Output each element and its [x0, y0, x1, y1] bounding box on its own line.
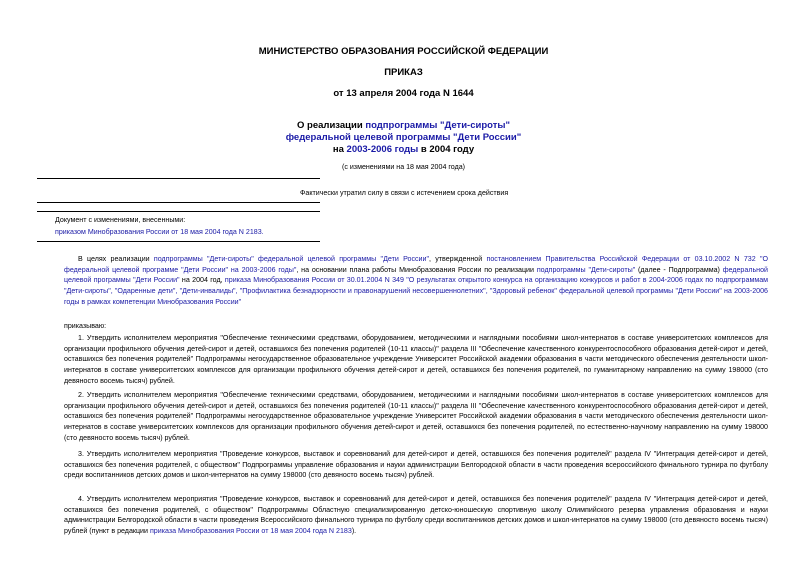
preamble-text: на 2004 год, [179, 276, 225, 285]
order-item-2: 2. Утвердить исполнителем мероприятия "Обеспечение техническими средствами, оборудованием, методическими и наглядными пособиями школ-интернатов в составе университетских комплексов для организации профильного обучения детей-сирот и детей, оставшихся без попечения родителей (10-11 классы)" раздела III "Обеспечение качественного конкурентоспособного образования детей-сирот и детей, оставшихся без попечения родителей" Подпрограммы негосударственное образовательное учреждение Университет Российской академии образования в части методического обеспечения деятельности школ-интернатов в составе университетских комплексов для организации профильного обучения детей-сирот и детей, оставшихся без попечения родителей, по естественно-научному направлению на сумму 198000 (сто девяносто восемь тысяч) рублей. [64, 391, 768, 442]
divider [37, 202, 320, 203]
preamble-paragraph [64, 254, 768, 308]
subprogram-link[interactable]: подпрограммы "Дети-сироты" [365, 120, 510, 131]
changes-label: Документ с изменениями, внесенными: [55, 216, 186, 224]
ministry-heading: МИНИСТЕРСТВО ОБРАЗОВАНИЯ РОССИЙСКОЙ ФЕДЕРАЦИИ [258, 46, 549, 57]
item4-text: 4. Утвердить исполнителем мероприятия "Проведение конкурсов, выставок и соревнований для детей-сирот и детей, оставшихся без попечения родителей" раздела IV "Интеграция детей-сирот и детей, оставшихся без попечения родителей, с обществом" Подпрограммы Областную специализированную детско-юношескую спортивную школу Олимпийского резерва управления образования и науки администрации Белгородской области в части проведения Всероссийского финального турнира по футболу среди воспитанников детских домов и школ-интернатов на сумму 198000 (сто девяносто восемь тысяч) рублей (пункт в редакции [64, 495, 768, 536]
order-item-3: 3. Утвердить исполнителем мероприятия "Проведение конкурсов, выставок и соревнований для детей-сирот и детей, оставшихся без попечения родителей" раздела IV "Интеграция детей-сирот и детей, оставшихся без попечения родителей, с обществом" Подпрограммы управление образования и науки администрации Белгородской области в части проведения всероссийского финального турнира по футболу среди воспитанников детских домов и школ-интернатов на сумму 198000 (сто девяносто восемь тысяч) рублей. [64, 450, 768, 480]
preamble-text: (далее - Подпрограмма) [635, 265, 723, 274]
doc-type-heading: ПРИКАЗ [384, 67, 423, 78]
title-line3-suffix: в 2004 году [418, 144, 475, 155]
title-line-3 [0, 144, 807, 156]
date-line: от 13 апреля 2004 года N 1644 [333, 88, 474, 99]
order-word: приказываю: [64, 322, 107, 330]
title-line3-prefix: на [332, 144, 347, 155]
divider [37, 241, 320, 242]
order-item-4 [64, 494, 768, 537]
status-note: Фактически утратил силу в связи с истечением срока действия [300, 189, 509, 197]
amending-order-link[interactable]: приказом Минобразования России от 18 мая 2004 года N 2183. [55, 228, 264, 236]
government-decree-link[interactable]: постановлением Правительства Российской Федерации от 03.10.2002 N 732 "О федеральной целевой программе "Дети России" на 2003-2006 годы" [64, 255, 768, 274]
subprogram-link[interactable]: подпрограммы "Дети-сироты" [536, 265, 636, 274]
divider [37, 211, 320, 212]
federal-program-link[interactable]: федеральной целевой программы "Дети России" [64, 265, 768, 285]
federal-program-link[interactable]: федеральной целевой программы "Дети России" [285, 132, 522, 143]
divider [37, 178, 320, 179]
order-item-1: 1. Утвердить исполнителем мероприятия "Обеспечение техническими средствами, оборудованием, методическими и наглядными пособиями школ-интернатов в составе университетских комплексов для организации профильного обучения детей-сирот и детей, оставшихся без попечения родителей (10-11 классы)" раздела III "Обеспечение качественного конкурентоспособного образования детей-сирот и детей, оставшихся без попечения родителей" Подпрограммы негосударственное образовательное учреждение Университет Российской академии образования в части методического обеспечения деятельности школ-интернатов в составе университетских комплексов для организации профильного обучения детей-сирот и детей, оставшихся без попечения родителей, по гуманитарному направлению на сумму 198000 (сто девяносто восемь тысяч) рублей. [64, 334, 768, 385]
years-link[interactable]: 2003-2006 годы [346, 144, 419, 155]
title-line-2 [0, 132, 807, 144]
ministry-order-link[interactable]: приказа Минобразования России от 30.01.2004 N 349 "О результатах открытого конкурса на организацию конкурсов и работ в 2004-2006 годах по подпрограммам "Дети-сироты", "Одаренные дети", "Дети-инвалиды", "Профилактика безнадзорности и правонарушений несовершеннолетних", "Здоровый ребенок" федеральной целевой программы "Дети России" на 2003-2006 годы в рамках компетенции Минобразования России" [64, 276, 769, 306]
title-line-1 [0, 120, 807, 132]
preamble-text: , утвержденной [429, 255, 487, 263]
title-prefix: О реализации [297, 120, 366, 131]
preamble-text: , на основании плана работы Минобразования России по реализации [296, 265, 537, 274]
amendment-note: (с изменениями на 18 мая 2004 года) [341, 163, 466, 171]
preamble-text: В целях реализации [78, 255, 154, 263]
item4-end: ). [351, 527, 357, 536]
amending-order-link[interactable]: приказа Минобразования России от 18 мая 2004 года N 2183 [149, 527, 352, 536]
subprogram-link[interactable]: подпрограммы "Дети-сироты" федеральной целевой программы "Дети России" [153, 255, 429, 263]
document-title [0, 120, 807, 156]
